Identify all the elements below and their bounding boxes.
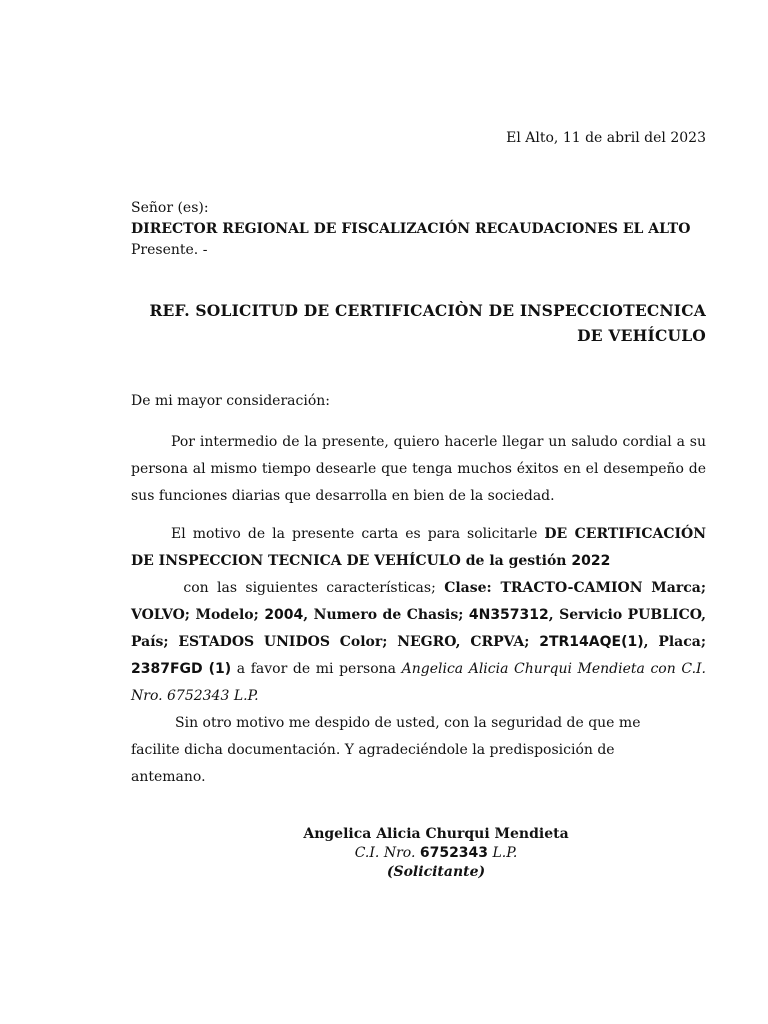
paragraph-2 (131, 521, 706, 710)
recipient-title: DIRECTOR REGIONAL DE FISCALIZACIÓN RECAUDACIONES EL ALTO (131, 221, 691, 237)
reference-line-1: REF. SOLICITUD DE CERTIFICACIÒN DE INSPECCIOTECNICA (149, 301, 706, 320)
ci-suffix: L.P. (488, 845, 518, 861)
signature-block (231, 825, 641, 882)
signature-role: (Solicitante) (386, 864, 486, 880)
p2-placa-label: , Placa; (643, 634, 706, 650)
salutation: Señor (es): (131, 200, 209, 216)
reference-line-2: DE VEHÍCULO (577, 326, 706, 345)
recipient-block (131, 198, 690, 261)
paragraph-1-text: Por intermedio de la presente, quiero hacerle llegar un saludo cordial a su persona al mismo tiempo desearle que tenga muchos éxitos en el desempeño de sus funciones diarias que desarrolla en bien de la sociedad. (131, 434, 706, 504)
date-line: El Alto, 11 de abril del 2023 (506, 130, 706, 146)
signature-ci (231, 844, 641, 863)
paragraph-1 (131, 429, 706, 510)
paragraph-3 (131, 710, 651, 791)
p2-features-intro: con las siguientes características; (175, 580, 445, 596)
greeting: De mi mayor consideración: (131, 393, 330, 409)
p2-chasis-label: , Numero de Chasis; (303, 607, 469, 623)
letter-page (131, 0, 706, 1024)
ci-number: 6752343 (419, 845, 489, 861)
ci-prefix: C.I. Nro. (354, 845, 420, 861)
presente-line: Presente. - (131, 242, 208, 258)
p2-request: DE CERTIFICACIÓN DE INSPECCION TECNICA DE VEHÍCULO de la gestión (131, 526, 707, 569)
p2-year: 2022 (571, 553, 611, 569)
p2-chasis: 4N357312 (468, 607, 549, 623)
paragraph-3-text: Sin otro motivo me despido de usted, con la seguridad de que me facilite dicha documentación. Y agradeciéndole la predisposición de antemano. (131, 715, 641, 785)
reference-heading (131, 298, 706, 348)
p2-clase: Clase: TRACTO-CAMION Marca; VOLVO; Modelo; (131, 580, 707, 623)
p2-model-year: 2004 (264, 607, 304, 623)
p2-servicio: , Servicio PUBLICO, País; ESTADOS UNIDOS Color; NEGRO, CRPVA; (131, 607, 706, 650)
signature-name: Angelica Alicia Churqui Mendieta (303, 826, 569, 842)
p2-crpva: 2TR14AQE(1) (539, 634, 644, 650)
p2-person: Angelica Alicia Churqui Mendieta con C.I. Nro. 6752343 L.P. (131, 661, 706, 704)
p2-placa: 2387FGD (1) (131, 661, 232, 677)
p2-favor: a favor de mi persona (231, 661, 402, 677)
p2-intro: El motivo de la presente carta es para solicitarle (171, 526, 545, 542)
